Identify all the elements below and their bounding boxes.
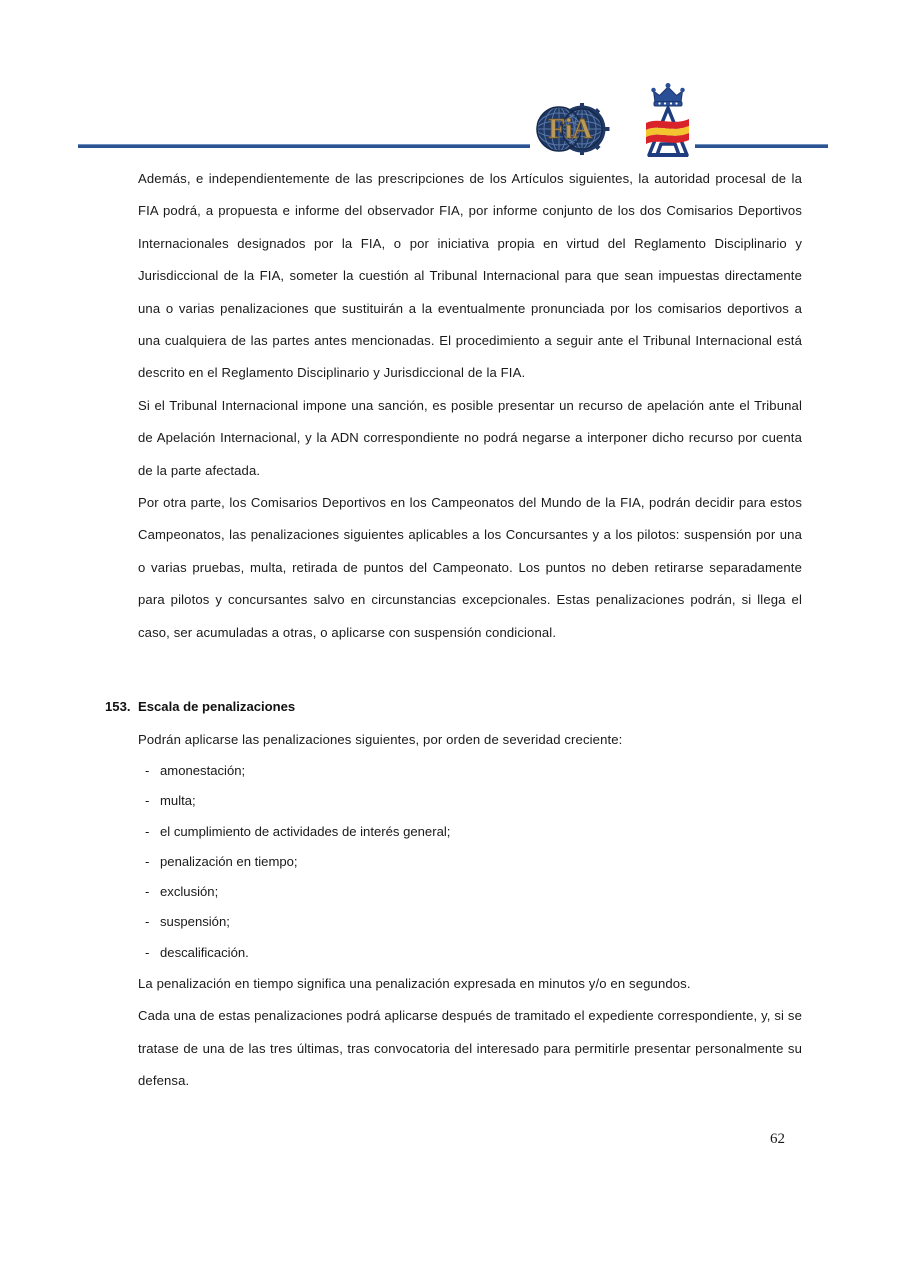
list-marker: - <box>145 793 150 809</box>
spanish-flag <box>646 119 689 144</box>
section-intro: Podrán aplicarse las penalizaciones siguientes, por orden de severidad creciente: <box>138 731 623 747</box>
section-title: Escala de penalizaciones <box>138 699 296 715</box>
list-item <box>138 938 802 968</box>
crown-icon <box>651 83 685 106</box>
section-spacer <box>138 649 802 691</box>
list-marker: - <box>145 823 150 839</box>
fia-logo <box>530 103 610 155</box>
rfeda-logo <box>637 80 699 158</box>
paragraph-1: Además, e independientemente de las prescripciones de los Artículos siguientes, la autoridad procesal de la FIA podrá, a propuesta e informe del observador FIA, por informe conjunto de los dos Comisarios Deportivos Internacionales designados por la FIA, o por iniciativa propia en virtud del Reglamento Disciplinario y Jurisdiccional de la FIA, someter la cuestión al Tribunal Internacional para que sean impuestas directamente una o varias penalizaciones que sustituirán a la eventualmente pronunciada por los comisarios deportivos a una cualquiera de las partes antes mencionadas. El procedimiento a seguir ante el Tribunal Internacional está descrito en el Reglamento Disciplinario y Jurisdiccional de la FIA. <box>138 171 802 381</box>
section-number: 153. <box>105 699 131 715</box>
list-item-label: suspensión; <box>160 914 230 930</box>
section-heading <box>105 691 802 723</box>
list-item-label: descalificación. <box>160 944 249 960</box>
list-marker: - <box>145 884 150 900</box>
list-item <box>138 907 802 937</box>
list-marker: - <box>145 762 150 778</box>
list-item <box>138 786 802 816</box>
header-rule-left <box>78 144 530 148</box>
penalties-list <box>138 756 802 968</box>
closing-paragraph-1: La penalización en tiempo significa una penalización expresada en minutos y/o en segundos. <box>138 975 691 991</box>
header-rule-right <box>695 144 828 148</box>
svg-text:FiA: FiA <box>548 114 592 145</box>
page-header <box>0 0 905 160</box>
list-item <box>138 877 802 907</box>
closing-paragraph-2: Cada una de estas penalizaciones podrá aplicarse después de tramitado el expediente correspondiente, y, si se tratase de una de las tres últimas, tras convocatoria del interesado para permitirle presentar personalmente su defensa. <box>138 1008 802 1089</box>
list-marker: - <box>145 914 150 930</box>
document-body <box>105 163 802 1098</box>
paragraph-2: Si el Tribunal Internacional impone una sanción, es posible presentar un recurso de apelación ante el Tribunal de Apelación Internacional, y la ADN correspondiente no podrá negarse a interponer dicho recurso por cuenta de la parte afectada. <box>138 397 802 478</box>
paragraph-3: Por otra parte, los Comisarios Deportivos en los Campeonatos del Mundo de la FIA, podrán decidir para estos Campeonatos, las penalizaciones siguientes aplicables a los Concursantes y a los pilotos: suspensión por una o varias pruebas, multa, retirada de puntos del Campeonato. Los puntos no deben retirarse separadamente para pilotos y concursantes salvo en circunstancias excepcionales. Estas penalizaciones podrán, si llega el caso, ser acumuladas a otras, o aplicarse con suspensión condicional. <box>138 495 802 640</box>
list-item-label: penalización en tiempo; <box>160 853 298 869</box>
list-item <box>138 817 802 847</box>
list-item <box>138 756 802 786</box>
list-item-label: exclusión; <box>160 884 219 900</box>
list-marker: - <box>145 853 150 869</box>
list-item <box>138 847 802 877</box>
page-number: 62 <box>770 1131 785 1147</box>
list-item-label: el cumplimiento de actividades de interés general; <box>160 823 451 839</box>
list-marker: - <box>145 944 150 960</box>
list-item-label: multa; <box>160 793 196 809</box>
list-item-label: amonestación; <box>160 762 246 778</box>
